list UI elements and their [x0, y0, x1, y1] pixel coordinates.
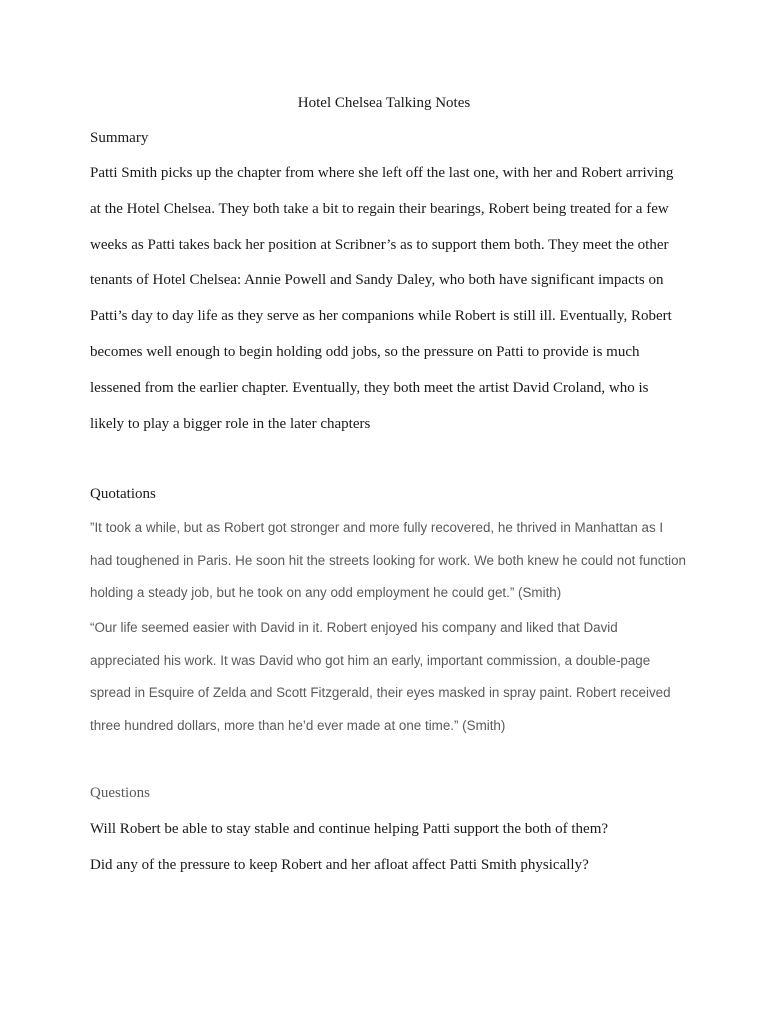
quotation-line: holding a steady job, but he took on any odd employment he could get.” (Smith)	[90, 585, 562, 600]
quotation-2	[90, 618, 671, 736]
quotation-line: “Our life seemed easier with David in it. Robert enjoyed his company and liked that David	[90, 620, 618, 635]
summary-line: lessened from the earlier chapter. Eventually, they both meet the artist David Croland, who is	[90, 379, 649, 396]
summary-line: Patti’s day to day life as they serve as her companions while Robert is still ill. Eventually, Robert	[90, 308, 672, 325]
summary-line: weeks as Patti takes back her position at Scribner’s as to support them both. They meet the other	[90, 236, 669, 253]
question-item: Did any of the pressure to keep Robert and her afloat affect Patti Smith physically?	[90, 857, 589, 873]
summary-line: becomes well enough to begin holding odd jobs, so the pressure on Patti to provide is much	[90, 343, 640, 360]
quotation-line: appreciated his work. It was David who got him an early, important commission, a double-page	[90, 652, 651, 668]
quotation-line: had toughened in Paris. He soon hit the streets looking for work. We both knew he could not function	[90, 552, 686, 568]
summary-line: at the Hotel Chelsea. They both take a bit to regain their bearings, Robert being treated for a few	[90, 200, 669, 217]
summary-line: Patti Smith picks up the chapter from where she left off the last one, with her and Robert arriving	[90, 165, 674, 181]
question-item: Will Robert be able to stay stable and continue helping Patti support the both of them?	[90, 821, 609, 837]
summary-heading: Summary	[90, 130, 149, 146]
quotation-1	[90, 518, 686, 603]
quotation-line: three hundred dollars, more than he’d ever made at one time.” (Smith)	[90, 717, 506, 733]
quotations-heading: Quotations	[90, 486, 156, 502]
questions-heading: Questions	[90, 785, 150, 801]
summary-line: likely to play a bigger role in the later chapters	[90, 415, 371, 432]
summary-line: tenants of Hotel Chelsea: Annie Powell and Sandy Daley, who both have significant impacts on	[90, 272, 664, 289]
quotation-line: spread in Esquire of Zelda and Scott Fitzgerald, their eyes masked in spray paint. Robert received	[90, 685, 671, 700]
document-title: Hotel Chelsea Talking Notes	[297, 95, 471, 111]
quotation-line: ”It took a while, but as Robert got stronger and more fully recovered, he thrived in Manhattan as I	[90, 520, 664, 535]
summary-paragraph	[90, 162, 673, 448]
